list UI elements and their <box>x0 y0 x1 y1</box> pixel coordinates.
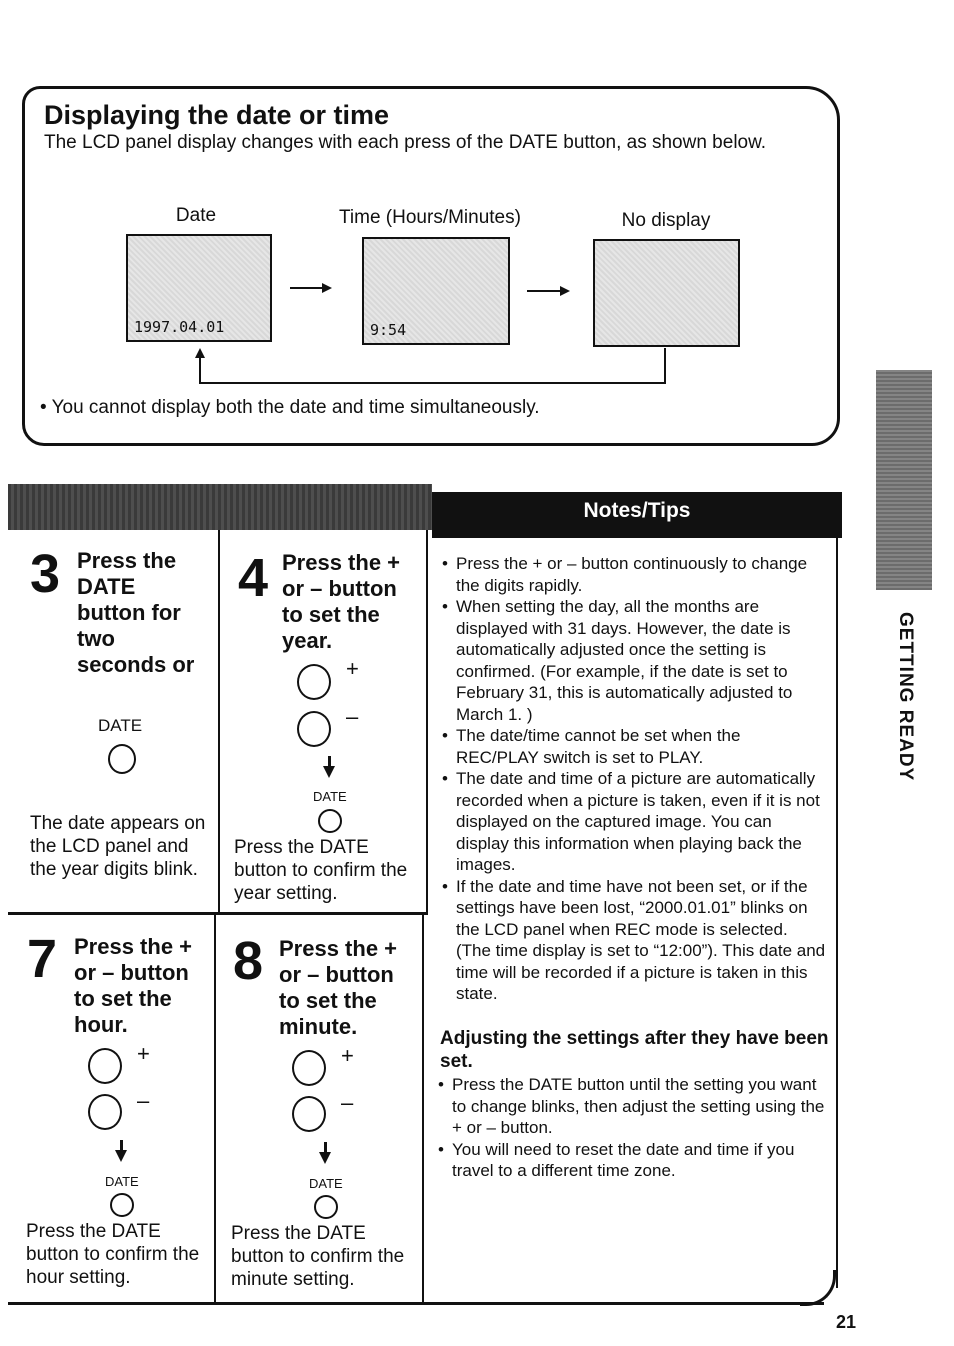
lcd-screen-time <box>362 237 510 345</box>
page-number: 21 <box>836 1312 857 1332</box>
date-button-icon <box>110 1193 134 1217</box>
step-8-date-label: DATE <box>309 1176 343 1191</box>
lcd-screen-none <box>593 239 740 347</box>
arrow-right-icon <box>527 290 561 292</box>
plus-button-icon <box>88 1048 122 1084</box>
minus-button-icon <box>88 1094 122 1130</box>
arrow-down-icon <box>324 1142 327 1152</box>
notes-tips-header: Notes/Tips <box>432 492 842 538</box>
minus-sign: – <box>346 704 359 729</box>
step-7-title: Press the + or – button to set the hour. <box>74 934 193 1037</box>
step-7-date-label: DATE <box>105 1174 139 1189</box>
list-item: • The date/time cannot be set when the REC/PLAY switch is set to PLAY. <box>442 725 827 768</box>
loop-line <box>664 348 666 384</box>
plus-sign: + <box>341 1043 354 1068</box>
steps-header-band <box>8 484 432 530</box>
plus-sign: + <box>137 1041 150 1066</box>
step-7-number: 7 <box>27 929 58 989</box>
side-tab-label: GETTING READY <box>895 612 916 782</box>
grid-divider <box>8 912 428 915</box>
loop-line <box>200 382 666 384</box>
adjust-section-title: Adjusting the settings after they have been set. <box>440 1028 829 1072</box>
lcd-date-value: 1997.04.01 <box>134 318 225 336</box>
grid-divider <box>836 538 838 1288</box>
grid-divider <box>8 1302 824 1305</box>
minus-sign: – <box>137 1088 150 1113</box>
step-4-title: Press the + or – button to set the year. <box>282 550 401 653</box>
lcd-screen-date <box>126 234 272 342</box>
arrow-down-icon <box>120 1140 123 1150</box>
plus-button-icon <box>292 1050 326 1086</box>
grid-divider <box>422 914 424 1304</box>
arrow-up-icon <box>195 348 205 358</box>
arrow-down-icon <box>328 756 331 766</box>
step-8-title: Press the + or – button to set the minute. <box>279 936 398 1039</box>
screen-label-time: Time (Hours/Minutes) <box>339 207 521 228</box>
arrow-down-icon <box>115 1150 127 1162</box>
grid-divider <box>426 530 428 914</box>
list-item: • The date and time of a picture are automatically recorded when a picture is taken, even if it is not displayed on the captured image. You can display this information when playing back the images. <box>442 768 827 876</box>
arrow-down-icon <box>323 766 335 778</box>
list-item: • Press the + or – button continuously to change the digits rapidly. <box>442 553 827 596</box>
intro-text: The LCD panel display changes with each press of the DATE button, as shown below. <box>44 132 767 153</box>
step-8-description: Press the DATE button to confirm the minute setting. <box>231 1223 405 1290</box>
plus-sign: + <box>346 656 359 681</box>
lcd-time-value: 9:54 <box>370 321 407 339</box>
grid-corner <box>800 1270 836 1306</box>
step-3-title: Press the DATE button for two seconds or <box>77 548 195 677</box>
step-3-description: The date appears on the LCD panel and the year digits blink. <box>30 813 206 880</box>
minus-button-icon <box>292 1096 326 1132</box>
arrow-right-icon <box>290 287 322 289</box>
plus-button-icon <box>297 664 331 700</box>
date-button-icon <box>108 744 136 774</box>
loop-line <box>199 356 201 384</box>
minus-sign: – <box>341 1090 354 1115</box>
grid-divider <box>214 914 216 1304</box>
step-3-date-label: DATE <box>98 716 143 735</box>
adjust-list <box>438 1074 826 1182</box>
notes-list <box>442 553 827 1005</box>
side-tab-bar <box>876 370 932 590</box>
arrow-right-icon <box>560 286 570 296</box>
list-item: • If the date and time have not been set, or if the settings have been lost, “2000.01.01” blinks on the LCD panel when REC mode is selected. (The time display is set to “12:00”). This date and time will be recorded if a picture is taken in this state. <box>442 876 827 1005</box>
screen-label-date: Date <box>175 205 217 226</box>
grid-divider <box>218 530 220 914</box>
list-item: • Press the DATE button until the setting you want to change blinks, then adjust the setting using the + or – button. <box>438 1074 826 1139</box>
step-4-date-label: DATE <box>313 789 347 804</box>
arrow-down-icon <box>319 1152 331 1164</box>
screen-label-none: No display <box>621 210 711 231</box>
note-text: • You cannot display both the date and time simultaneously. <box>40 397 540 418</box>
step-4-number: 4 <box>238 548 269 608</box>
step-7-description: Press the DATE button to confirm the hour setting. <box>26 1221 200 1288</box>
step-4-description: Press the DATE button to confirm the year setting. <box>234 837 408 904</box>
date-button-icon <box>318 809 342 833</box>
minus-button-icon <box>297 711 331 747</box>
step-3-number: 3 <box>30 544 61 604</box>
date-button-icon <box>314 1195 338 1219</box>
arrow-right-icon <box>322 283 332 293</box>
page-title: Displaying the date or time <box>44 100 390 130</box>
list-item: • You will need to reset the date and time if you travel to a different time zone. <box>438 1139 826 1182</box>
step-8-number: 8 <box>233 931 264 991</box>
list-item: • When setting the day, all the months are displayed with 31 days. However, the date is automatically adjusted once the setting is confirmed. (For example, if the date is set to February 31, this is automatically adjusted to March 1. ) <box>442 596 827 725</box>
